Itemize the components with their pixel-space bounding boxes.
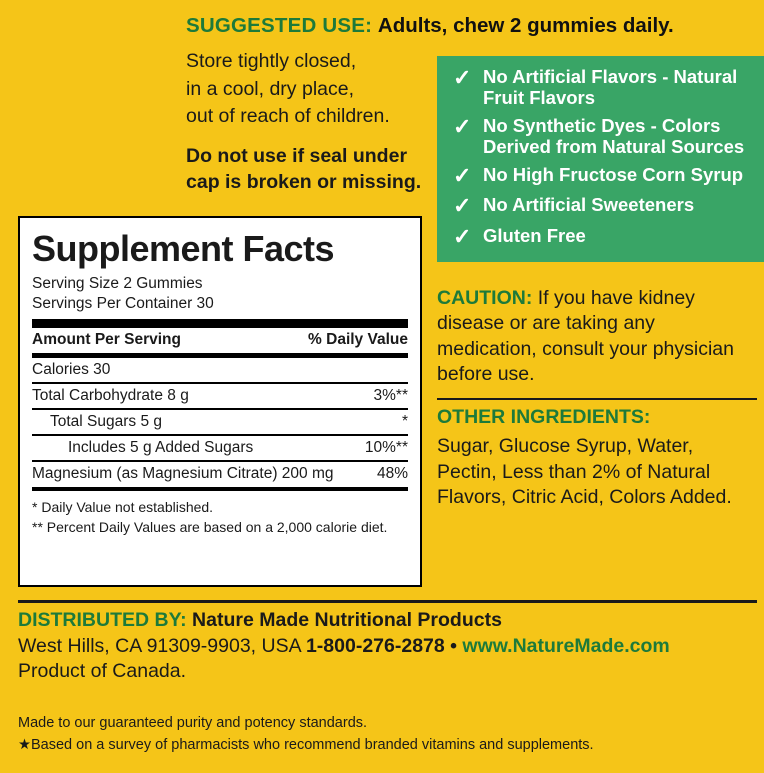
daily-value-header: % Daily Value [308, 331, 408, 349]
table-row [32, 384, 408, 409]
other-ingredients-label: OTHER INGREDIENTS: [437, 406, 651, 428]
check-icon: ✓ [453, 193, 472, 219]
distributed-by-section [18, 608, 748, 685]
caution-text: If you have kidney disease or are taking any medication, consult your physician before use. [437, 287, 734, 386]
footnote-2: ** Percent Daily Values are based on a 2,000 calorie diet. [32, 518, 388, 535]
distributor-address: West Hills, CA 91309-9903, USA [18, 634, 306, 657]
check-icon: ✓ [453, 223, 472, 249]
claim-item [449, 66, 756, 108]
claim-label: No Synthetic Dyes - Colors Derived from Natural Sources [483, 115, 745, 158]
supplement-facts-footnotes [32, 491, 408, 537]
nutrient-value: 10%** [364, 438, 408, 456]
distributor-website[interactable]: www.NatureMade.com [462, 634, 670, 657]
nutrient-name: Total Carbohydrate 8 g [32, 386, 189, 404]
claim-item [449, 115, 756, 157]
amount-per-serving-header: Amount Per Serving [32, 331, 181, 349]
fine-print-line-2: ★Based on a survey of pharmacists who recommend branded vitamins and supplements. [18, 736, 594, 753]
nutrient-name: Includes 5 g Added Sugars [68, 438, 254, 456]
nutrient-value: 3%** [373, 386, 408, 404]
table-row [32, 410, 408, 435]
nutrient-name: Calories 30 [32, 360, 111, 378]
check-icon: ✓ [453, 65, 472, 90]
distributed-by-label: DISTRIBUTED BY: [18, 609, 187, 631]
storage-line-2: in a cool, dry place, [186, 77, 355, 100]
suggested-use-line [186, 14, 686, 38]
seal-warning-line-1: Do not use if seal under [186, 145, 408, 168]
claim-item [449, 164, 756, 187]
table-row [32, 462, 408, 487]
distributor-phone[interactable]: 1-800-276-2878 [305, 634, 445, 657]
claim-item [449, 194, 756, 217]
thick-rule [32, 319, 408, 328]
check-icon: ✓ [453, 114, 472, 140]
other-ingredients-text: Sugar, Glucose Syrup, Water, Pectin, Less than 2% of Natural Flavors, Citric Acid, Colors Added. [437, 435, 732, 509]
check-icon: ✓ [453, 163, 472, 189]
servings-per-container: Servings Per Container 30 [32, 294, 214, 312]
supplement-facts-header-row [32, 328, 408, 353]
caution-section [437, 286, 757, 387]
distributor-company: Nature Made Nutritional Products [186, 609, 502, 631]
footnote-1: * Daily Value not established. [32, 499, 214, 516]
table-row [32, 436, 408, 461]
storage-line-3: out of reach of children. [186, 105, 390, 128]
claim-label: No Artificial Flavors - Natural Fruit Flavors [483, 66, 738, 109]
seal-warning [186, 144, 436, 195]
fine-print [18, 713, 748, 757]
suggested-use-text: Adults, chew 2 gummies daily. [377, 14, 674, 37]
seal-warning-line-2: cap is broken or missing. [186, 170, 422, 193]
suggested-use-label: SUGGESTED USE: [186, 14, 373, 37]
supplement-facts-panel [18, 216, 422, 587]
table-row [32, 358, 408, 383]
storage-line-1: Store tightly closed, [186, 50, 357, 72]
claim-label: No Artificial Sweeteners [483, 194, 695, 216]
bottom-divider [18, 600, 757, 603]
fine-print-line-1: Made to our guaranteed purity and potency standards. [18, 715, 368, 731]
nutrient-value: 48% [376, 464, 408, 482]
claims-panel [437, 56, 764, 262]
claim-item [449, 225, 756, 248]
caution-label: CAUTION: [437, 287, 533, 309]
product-origin: Product of Canada. [18, 660, 187, 683]
serving-size: Serving Size 2 Gummies [32, 274, 203, 292]
claim-label: No High Fructose Corn Syrup [483, 164, 744, 186]
caution-divider [437, 398, 757, 400]
claim-label: Gluten Free [483, 224, 586, 246]
nutrient-value: * [401, 412, 408, 430]
separator-bullet: • [444, 634, 463, 657]
nutrient-name: Magnesium (as Magnesium Citrate) 200 mg [32, 464, 334, 482]
nutrient-name: Total Sugars 5 g [50, 412, 163, 430]
storage-instructions [186, 48, 436, 196]
supplement-facts-title: Supplement Facts [32, 228, 335, 269]
